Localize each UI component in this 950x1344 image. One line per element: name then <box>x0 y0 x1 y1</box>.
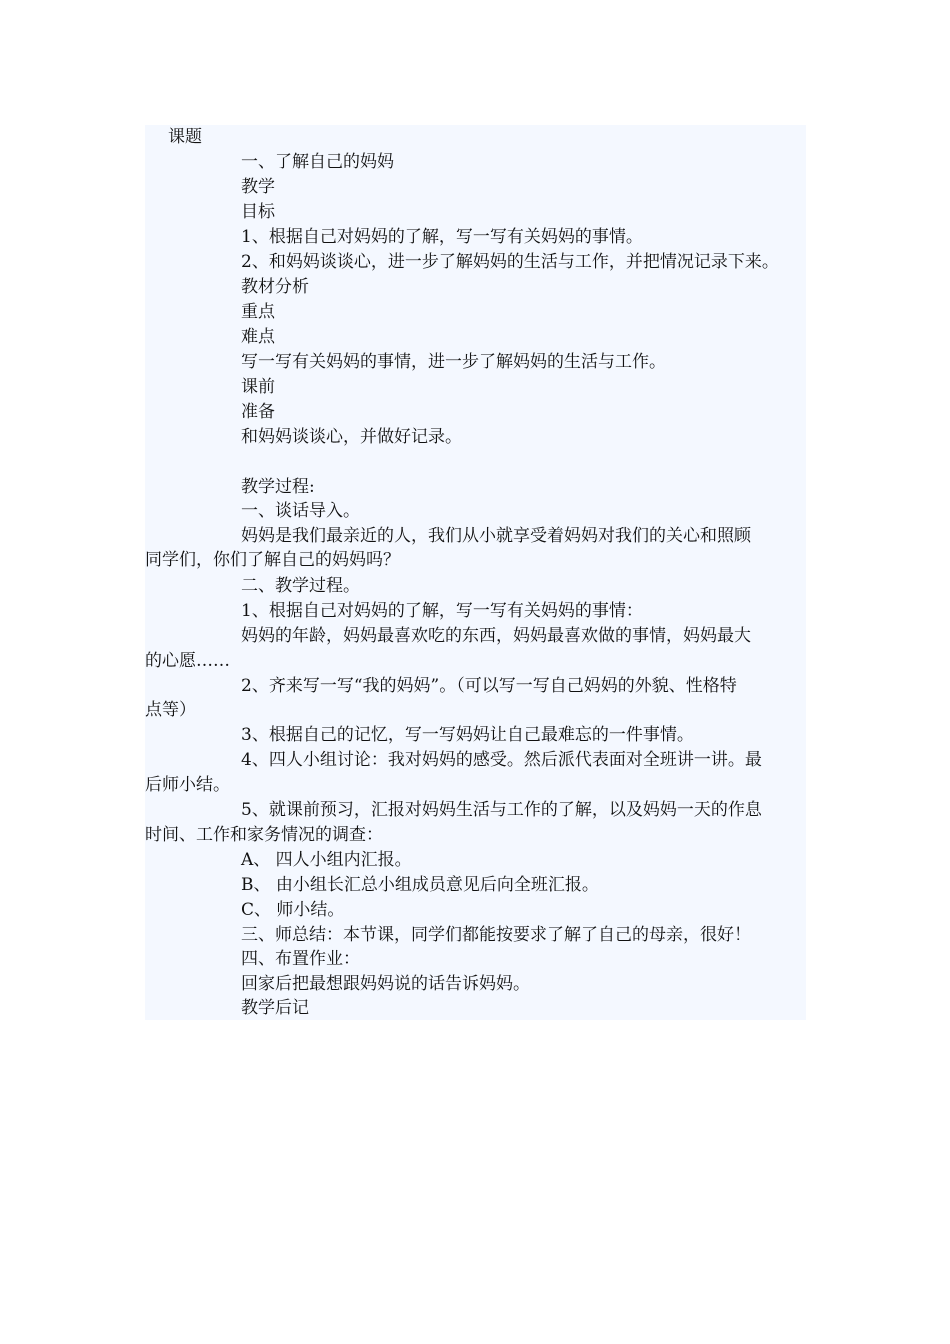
label-teaching-process: 教学过程: <box>241 477 315 497</box>
step-5-item-a: A、 四人小组内汇报。 <box>241 850 412 870</box>
objective-1: 1、根据自己对妈妈的了解，写一写有关妈妈的事情。 <box>241 227 643 247</box>
step-2-line-2: 点等） <box>145 700 196 720</box>
step-3: 3、根据自己的记忆，写一写妈妈让自己最难忘的一件事情。 <box>241 725 694 745</box>
step-5-line-1: 5、就课前预习，汇报对妈妈生活与工作的了解，以及妈妈一天的作息 <box>241 800 762 820</box>
step-1: 1、根据自己对妈妈的了解，写一写有关妈妈的事情： <box>241 601 643 621</box>
label-preparation: 准备 <box>241 402 275 422</box>
step-5-item-c: C、 师小结。 <box>241 900 345 920</box>
step-4-line-2: 后师小结。 <box>145 775 230 795</box>
step-1-detail-line-2: 的心愿…… <box>145 651 230 671</box>
objective-2: 2、和妈妈谈谈心，进一步了解妈妈的生活与工作，并把情况记录下来。 <box>241 252 779 272</box>
label-teaching-notes: 教学后记 <box>241 998 309 1018</box>
course-title: 一、了解自己的妈妈 <box>241 152 394 172</box>
section-4-heading: 四、布置作业： <box>241 949 360 969</box>
label-pre-class: 课前 <box>241 377 275 397</box>
label-difficulties: 难点 <box>241 327 275 347</box>
section-3-summary: 三、师总结：本节课，同学们都能按要求了解了自己的母亲，很好！ <box>241 925 751 945</box>
homework-text: 回家后把最想跟妈妈说的话告诉妈妈。 <box>241 974 530 994</box>
key-points-text: 写一写有关妈妈的事情，进一步了解妈妈的生活与工作。 <box>241 352 666 372</box>
label-teaching: 教学 <box>241 177 275 197</box>
step-5-line-2: 时间、工作和家务情况的调查： <box>145 825 383 845</box>
step-1-detail-line-1: 妈妈的年龄，妈妈最喜欢吃的东西，妈妈最喜欢做的事情，妈妈最大 <box>241 626 751 646</box>
preparation-text: 和妈妈谈谈心，并做好记录。 <box>241 427 462 447</box>
step-5-item-b: B、 由小组长汇总小组成员意见后向全班汇报。 <box>241 875 599 895</box>
label-course-title: 课题 <box>168 127 202 147</box>
label-key-points: 重点 <box>241 302 275 322</box>
section-2-heading: 二、教学过程。 <box>241 576 360 596</box>
intro-paragraph-line-1: 妈妈是我们最亲近的人，我们从小就享受着妈妈对我们的关心和照顾 <box>241 526 751 546</box>
step-2-line-1: 2、齐来写一写“我的妈妈”。（可以写一写自己妈妈的外貌、性格特 <box>241 676 737 696</box>
intro-paragraph-line-2: 同学们，你们了解自己的妈妈吗？ <box>145 550 400 570</box>
section-1-heading: 一、谈话导入。 <box>241 501 360 521</box>
step-4-line-1: 4、四人小组讨论：我对妈妈的感受。然后派代表面对全班讲一讲。最 <box>241 750 762 770</box>
label-objectives: 目标 <box>241 202 275 222</box>
label-material-analysis: 教材分析 <box>241 277 309 297</box>
